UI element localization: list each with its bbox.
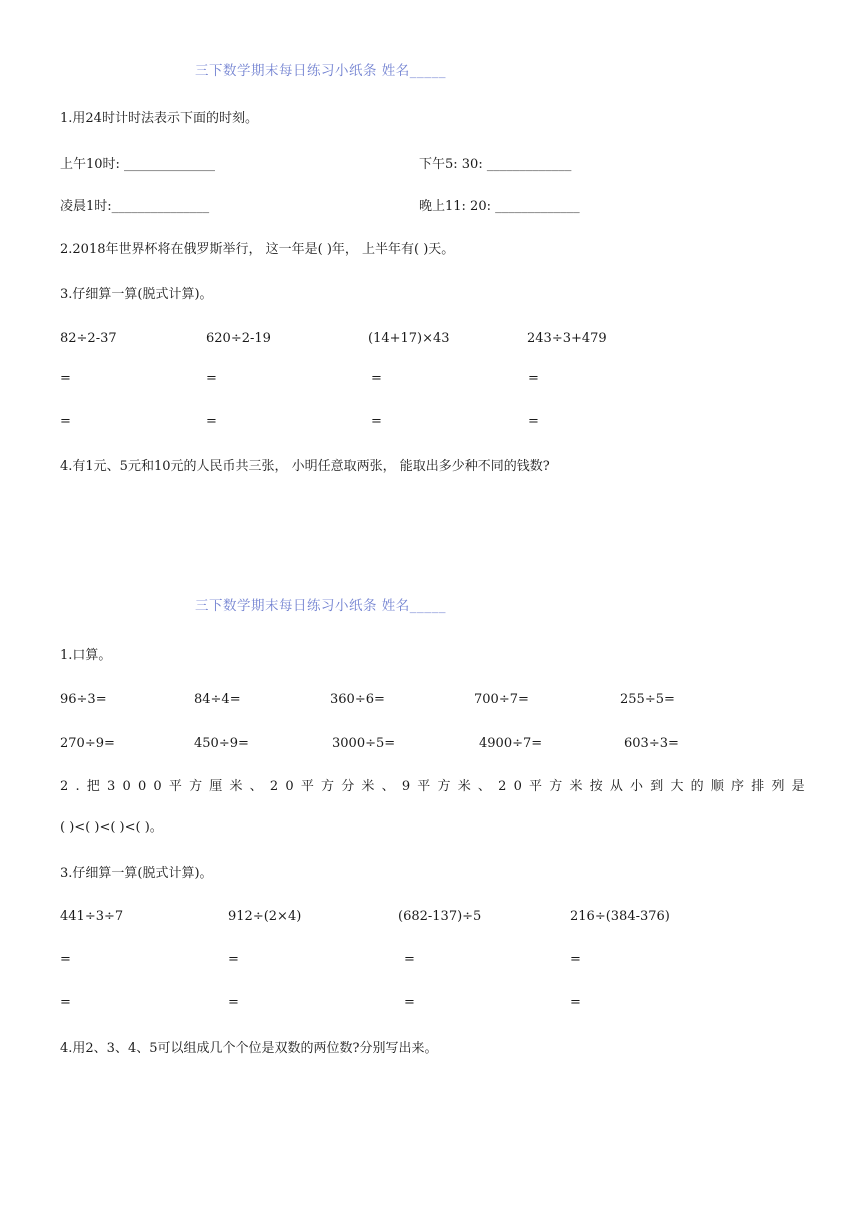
sheet2-q3-equals: = xyxy=(60,995,71,1010)
sheet2-q3-text: 3.仔细算一算(脱式计算)。 xyxy=(60,866,213,881)
sheet1-q4-text: 4.有1元、5元和10元的人民币共三张， 小明任意取两张， 能取出多少种不同的钱数? xyxy=(60,459,550,474)
sheet1-q3-expr-3: (14+17)×43 xyxy=(368,331,450,346)
sheet2-title: 三下数学期末每日练习小纸条 姓名_____ xyxy=(195,598,447,614)
sheet1-q1-item-3: 凌晨1时:_______________ xyxy=(60,199,210,214)
sheet2-oral-item: 270÷9= xyxy=(60,736,115,751)
sheet2-oral-item: 603÷3= xyxy=(624,736,679,751)
sheet1-q3-equals: = xyxy=(206,414,217,429)
sheet1-q3-equals: = xyxy=(528,371,539,386)
sheet2-q3-equals: = xyxy=(570,952,581,967)
sheet2-q3-equals: = xyxy=(60,952,71,967)
sheet1-q3-expr-2: 620÷2-19 xyxy=(206,331,271,346)
sheet2-q1-text: 1.口算。 xyxy=(60,648,112,663)
sheet2-q3-expr-4: 216÷(384-376) xyxy=(570,909,670,924)
sheet1-q2-text: 2.2018年世界杯将在俄罗斯举行， 这一年是( )年， 上半年有( )天。 xyxy=(60,242,455,257)
sheet2-oral-item: 3000÷5= xyxy=(332,736,396,751)
sheet2-q3-equals: = xyxy=(228,952,239,967)
sheet1-title: 三下数学期末每日练习小纸条 姓名_____ xyxy=(195,63,447,79)
sheet1-q3-text: 3.仔细算一算(脱式计算)。 xyxy=(60,287,213,302)
sheet1-q3-equals: = xyxy=(60,414,71,429)
sheet2-oral-item: 255÷5= xyxy=(620,692,675,707)
sheet1-q3-equals: = xyxy=(371,414,382,429)
sheet2-q2-line1: 2.把3000平方厘米、20平方分米、9平方米、20平方米按从小到大的顺序排列是 xyxy=(60,779,812,794)
sheet1-q1-item-4: 晚上11: 20: _____________ xyxy=(419,199,580,214)
sheet2-q3-equals: = xyxy=(404,995,415,1010)
sheet1-q1-item-2: 下午5: 30: _____________ xyxy=(419,157,572,172)
sheet1-q3-equals: = xyxy=(60,371,71,386)
sheet2-q2-line2: ( )<( )<( )<( )。 xyxy=(60,820,163,835)
sheet2-oral-item: 96÷3= xyxy=(60,692,107,707)
sheet2-q4-text: 4.用2、3、4、5可以组成几个个位是双数的两位数?分别写出来。 xyxy=(60,1041,438,1056)
sheet2-q3-expr-1: 441÷3÷7 xyxy=(60,909,124,924)
sheet1-q3-expr-4: 243÷3+479 xyxy=(527,331,607,346)
sheet1-q1-text: 1.用24时计时法表示下面的时刻。 xyxy=(60,111,258,126)
sheet1-q3-equals: = xyxy=(528,414,539,429)
sheet2-q3-expr-2: 912÷(2×4) xyxy=(228,909,302,924)
sheet2-oral-item: 84÷4= xyxy=(194,692,241,707)
sheet2-oral-item: 450÷9= xyxy=(194,736,249,751)
sheet2-q3-equals: = xyxy=(404,952,415,967)
sheet1-q1-item-1: 上午10时: ______________ xyxy=(60,157,216,172)
sheet2-oral-item: 4900÷7= xyxy=(479,736,543,751)
sheet2-q3-equals: = xyxy=(570,995,581,1010)
sheet1-q3-equals: = xyxy=(371,371,382,386)
sheet2-q3-expr-3: (682-137)÷5 xyxy=(398,909,482,924)
sheet2-oral-item: 360÷6= xyxy=(330,692,385,707)
sheet2-q3-equals: = xyxy=(228,995,239,1010)
sheet1-q3-expr-1: 82÷2-37 xyxy=(60,331,117,346)
sheet1-q3-equals: = xyxy=(206,371,217,386)
sheet2-oral-item: 700÷7= xyxy=(474,692,529,707)
